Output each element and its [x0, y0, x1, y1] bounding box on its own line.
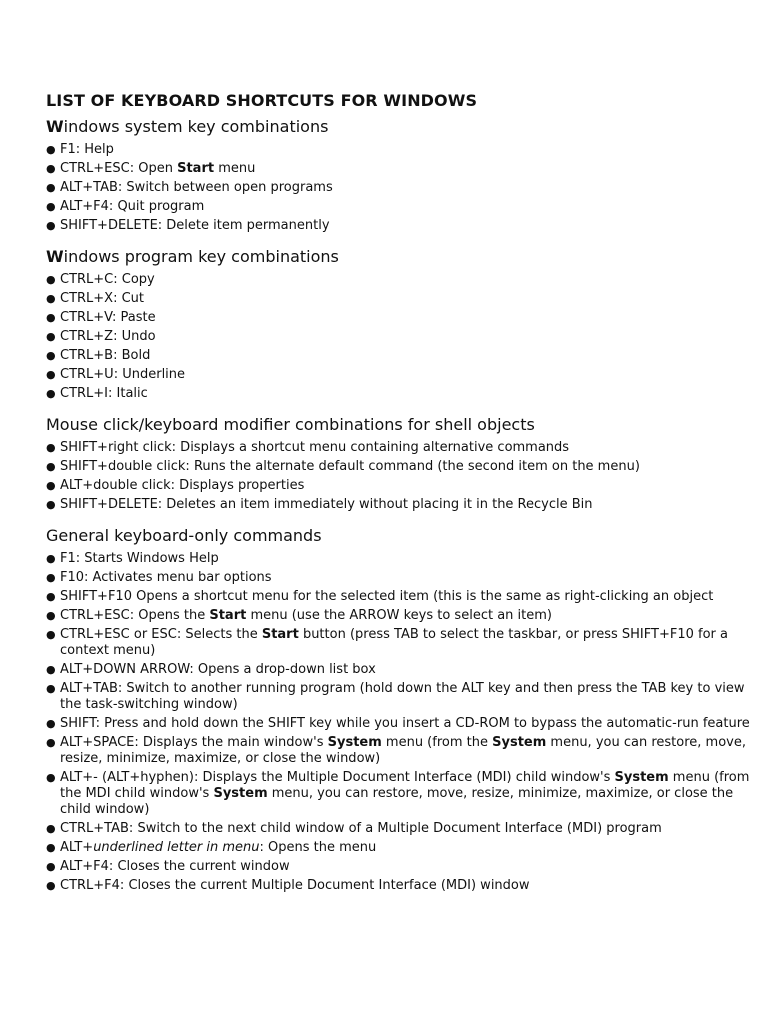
list-item	[46, 291, 764, 307]
item-bold-term: System	[213, 786, 268, 801]
item-text: CTRL+Z: Undo	[60, 329, 156, 344]
shortcut-list	[46, 272, 764, 402]
section-heading-text: Mouse click/keyboard modifier combinations for shell objects	[46, 415, 535, 434]
item-text: menu	[214, 161, 256, 176]
item-text: CTRL+V: Paste	[60, 310, 156, 325]
item-text: SHIFT+DELETE: Deletes an item immediately without placing it in the Recycle Bin	[60, 497, 593, 512]
item-text: CTRL+X: Cut	[60, 291, 145, 306]
item-text: F1: Help	[60, 142, 114, 157]
item-text: CTRL+I: Italic	[60, 386, 148, 401]
bullet-icon: ●	[46, 330, 56, 343]
bullet-icon: ●	[46, 219, 56, 232]
section-4	[46, 525, 764, 894]
item-bold-term: System	[327, 735, 382, 750]
item-text: CTRL+F4: Closes the current Multiple Document Interface (MDI) window	[60, 878, 530, 893]
item-text: ALT+SPACE: Displays the main window's	[60, 735, 328, 750]
list-item	[46, 627, 764, 659]
list-item	[46, 716, 764, 732]
item-text: SHIFT+double click: Runs the alternate default command (the second item on the menu)	[60, 459, 640, 474]
item-bold-term: Start	[209, 608, 247, 623]
list-item	[46, 589, 764, 605]
item-text: menu (from the MDI child window's	[60, 770, 750, 801]
list-item	[46, 681, 764, 713]
list-item	[46, 608, 764, 624]
list-item	[46, 821, 764, 837]
section-heading	[46, 414, 764, 436]
bullet-icon: ●	[46, 879, 56, 892]
section-heading-text: General keyboard-only commands	[46, 526, 322, 545]
section-1	[46, 116, 764, 234]
list-item	[46, 272, 764, 288]
list-item	[46, 551, 764, 567]
item-text: ALT+- (ALT+hyphen): Displays the Multiple Document Interface (MDI) child window's	[60, 770, 615, 785]
list-item	[46, 142, 764, 158]
list-item	[46, 497, 764, 513]
item-text: SHIFT+right click: Displays a shortcut menu containing alternative commands	[60, 440, 570, 455]
list-item	[46, 218, 764, 234]
section-heading-text: indows program key combinations	[63, 247, 339, 266]
list-item	[46, 386, 764, 402]
list-item	[46, 735, 764, 767]
bullet-icon: ●	[46, 663, 56, 676]
section-heading	[46, 246, 764, 268]
bullet-icon: ●	[46, 368, 56, 381]
list-item	[46, 199, 764, 215]
list-item	[46, 770, 764, 818]
bullet-icon: ●	[46, 162, 56, 175]
item-text: SHIFT+F10 Opens a shortcut menu for the selected item (this is the same as right-clicking an object	[60, 589, 714, 604]
list-item	[46, 570, 764, 586]
item-text: button (press TAB to select the taskbar, or press SHIFT+F10 for a context menu)	[60, 627, 728, 658]
document-page	[46, 90, 764, 897]
list-item	[46, 367, 764, 383]
item-text: ALT+DOWN ARROW: Opens a drop-down list box	[60, 662, 376, 677]
bullet-icon: ●	[46, 273, 56, 286]
list-item	[46, 310, 764, 326]
bullet-icon: ●	[46, 841, 56, 854]
section-heading	[46, 116, 764, 138]
bullet-icon: ●	[46, 571, 56, 584]
section-2	[46, 246, 764, 402]
sections-container	[46, 116, 764, 894]
bullet-icon: ●	[46, 590, 56, 603]
section-3	[46, 414, 764, 513]
item-text: : Opens the menu	[259, 840, 377, 855]
item-text: menu, you can restore, move, resize, minimize, maximize, or close the child window)	[60, 786, 734, 817]
list-item	[46, 662, 764, 678]
bullet-icon: ●	[46, 771, 56, 784]
bullet-icon: ●	[46, 143, 56, 156]
bullet-icon: ●	[46, 349, 56, 362]
shortcut-list	[46, 551, 764, 894]
list-item	[46, 348, 764, 364]
bullet-icon: ●	[46, 552, 56, 565]
shortcut-list	[46, 142, 764, 234]
list-item	[46, 161, 764, 177]
item-text: CTRL+ESC or ESC: Selects the	[60, 627, 262, 642]
item-text: F1: Starts Windows Help	[60, 551, 219, 566]
item-text: CTRL+TAB: Switch to the next child window of a Multiple Document Interface (MDI) program	[60, 821, 662, 836]
bullet-icon: ●	[46, 200, 56, 213]
list-item	[46, 180, 764, 196]
item-text: CTRL+ESC: Open	[60, 161, 178, 176]
item-bold-term: System	[614, 770, 669, 785]
list-item	[46, 329, 764, 345]
item-text: ALT+TAB: Switch to another running program (hold down the ALT key and then press the TAB key to view the task-switching window)	[60, 681, 745, 712]
item-text: CTRL+U: Underline	[60, 367, 186, 382]
list-item	[46, 859, 764, 875]
bullet-icon: ●	[46, 311, 56, 324]
section-heading-lead: W	[46, 117, 64, 136]
list-item	[46, 878, 764, 894]
bullet-icon: ●	[46, 460, 56, 473]
item-bold-term: Start	[177, 161, 215, 176]
item-text: menu (from the	[381, 735, 493, 750]
bullet-icon: ●	[46, 181, 56, 194]
item-bold-term: System	[492, 735, 547, 750]
bullet-icon: ●	[46, 387, 56, 400]
list-item	[46, 840, 764, 856]
bullet-icon: ●	[46, 860, 56, 873]
item-italic-term: underlined letter in menu	[93, 840, 260, 855]
bullet-icon: ●	[46, 292, 56, 305]
item-text: ALT+F4: Closes the current window	[60, 859, 290, 874]
item-text: menu, you can restore, move, resize, minimize, maximize, or close the window)	[60, 735, 746, 766]
item-text: ALT+F4: Quit program	[60, 199, 205, 214]
item-text: ALT+double click: Displays properties	[60, 478, 305, 493]
list-item	[46, 440, 764, 456]
document-title: LIST OF KEYBOARD SHORTCUTS FOR WINDOWS	[46, 91, 478, 110]
item-text: SHIFT: Press and hold down the SHIFT key while you insert a CD-ROM to bypass the automatic-run feature	[60, 716, 750, 731]
bullet-icon: ●	[46, 682, 56, 695]
section-heading	[46, 525, 764, 547]
section-heading-lead: W	[46, 247, 64, 266]
bullet-icon: ●	[46, 628, 56, 641]
bullet-icon: ●	[46, 498, 56, 511]
bullet-icon: ●	[46, 736, 56, 749]
section-heading-text: indows system key combinations	[63, 117, 329, 136]
bullet-icon: ●	[46, 609, 56, 622]
list-item	[46, 478, 764, 494]
bullet-icon: ●	[46, 717, 56, 730]
item-text: CTRL+C: Copy	[60, 272, 155, 287]
item-text: ALT+	[60, 840, 94, 855]
list-item	[46, 459, 764, 475]
bullet-icon: ●	[46, 822, 56, 835]
bullet-icon: ●	[46, 441, 56, 454]
shortcut-list	[46, 440, 764, 513]
item-text: menu (use the ARROW keys to select an item)	[246, 608, 552, 623]
item-text: CTRL+B: Bold	[60, 348, 151, 363]
item-bold-term: Start	[261, 627, 299, 642]
item-text: CTRL+ESC: Opens the	[60, 608, 210, 623]
bullet-icon: ●	[46, 479, 56, 492]
item-text: SHIFT+DELETE: Delete item permanently	[60, 218, 330, 233]
item-text: ALT+TAB: Switch between open programs	[60, 180, 333, 195]
item-text: F10: Activates menu bar options	[60, 570, 272, 585]
